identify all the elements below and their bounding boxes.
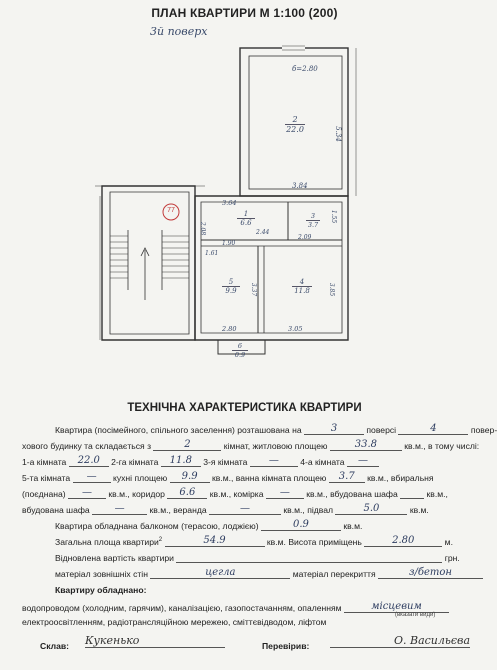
form-row-5: (поєднана) — кв.м., коридор 6.6 кв.м., комірка — кв.м., вбудована шафа кв.м.,: [22, 487, 448, 499]
form-row-8: Загальна площа квартири$^2$ 54.9 кв.м. Висота приміщень 2.80 м.: [55, 535, 453, 547]
room-1-label: 1 6.6: [237, 210, 255, 227]
dim-right-height: 5.34: [333, 126, 342, 142]
dim-r3-bottom: 2.09: [298, 234, 312, 241]
room2-value: 11.8: [161, 455, 201, 467]
heating-value: місцевим: [344, 601, 449, 613]
composed-label: Склав:: [40, 641, 69, 651]
kitchen-value: 9.9: [170, 471, 210, 483]
plan-title: ПЛАН КВАРТИРИ М 1:100 (200): [151, 6, 338, 20]
dim-r3-right: 1.55: [330, 209, 338, 224]
checked-label: Перевірив:: [262, 641, 310, 651]
room-5-label: 5 9.9: [222, 278, 240, 295]
balcony-value: 0.9: [261, 519, 341, 531]
walls-value: цегла: [150, 567, 290, 579]
form-row-1: Квартира (посімейного, спільного заселення) розташована на 3 поверсі 4 повер-: [55, 423, 497, 435]
apartment-number: 77: [167, 207, 175, 214]
dim-corr-top: 3.64: [222, 199, 237, 207]
form-row-4: 5-та кімната — кухні площею 9.9 кв.м., ванна кімната площею 3.7 кв.м., вбиральня: [22, 471, 434, 483]
heating-note: (вказати види): [395, 612, 436, 618]
bath-value: 3.7: [329, 471, 365, 483]
builtin-value: —: [92, 503, 147, 515]
basement-value: 5.0: [335, 503, 407, 515]
room-4-label: 4 11.8: [292, 278, 312, 295]
floor-value: 3: [304, 423, 364, 435]
room1-value: 22.0: [69, 455, 109, 467]
equip-label: Квартиру обладнано:: [55, 585, 147, 595]
section-title: ТЕХНІЧНА ХАРАКТЕРИСТИКА КВАРТИРИ: [127, 402, 362, 414]
dim-corr-w2: 2.44: [256, 229, 270, 236]
total-area-value: 54.9: [165, 535, 265, 547]
floors-total-value: 4: [398, 423, 468, 435]
form-row-11: водопроводом (холодним, гарячим), каналізацією, газопостачанням, опаленням місцевим: [22, 601, 449, 613]
form-row-10: матеріал зовнішніх стін цегла матеріал перекриття з/бетон: [55, 567, 483, 579]
dim-corr-side: 1.61: [205, 250, 219, 257]
form-row-12: електроосвітленням, радіотрансляційною мережею, сміттєвідводом, ліфтом: [22, 617, 327, 627]
dim-r4-right: 3.85: [328, 282, 336, 297]
form-row-6: вбудована шафа — кв.м., веранда — кв.м., підвал 5.0 кв.м.: [22, 503, 429, 515]
closet-value: —: [266, 487, 304, 499]
room-6-label: 6 0.9: [232, 342, 248, 359]
living-area-value: 33.8: [330, 439, 402, 451]
room5-value: —: [73, 471, 111, 483]
combined-value: —: [68, 487, 106, 499]
apartment-outline: [195, 196, 348, 340]
dim-r4-bottom: 3.05: [288, 325, 303, 333]
room-3-label: 3 3.7: [307, 212, 319, 229]
form-row-2: хового будинку та складається з 2 кімнат, житловою площею 33.8 кв.м., в тому числі:: [22, 439, 480, 451]
room-2-label: 2 22.0: [286, 115, 304, 134]
checked-signature: О. Васильєва: [330, 634, 470, 648]
form-row-9: Відновлена вартість квартири грн.: [55, 553, 460, 563]
ceiling-value: з/бетон: [378, 567, 483, 579]
dim-top-width: б=2.80: [292, 65, 318, 73]
veranda-value: —: [209, 503, 281, 515]
dim-r5-right: 3.37: [250, 282, 258, 297]
room3-value: —: [250, 455, 298, 467]
floor-note: 3й поверх: [150, 25, 208, 38]
form-row-3: 1-а кімната 22.0 2-га кімната 11.8 3-я кімната — 4-а кімната —: [22, 455, 379, 467]
rooms-count-value: 2: [153, 439, 221, 451]
corridor-value: 6.6: [167, 487, 207, 499]
cost-value: [176, 551, 442, 563]
composed-signature: Кукенько: [85, 634, 225, 648]
dim-r5-bottom: 2.80: [222, 325, 237, 333]
form-row-7: Квартира обладнана балконом (терасою, лоджією) 0.9 кв.м.: [55, 519, 363, 531]
room4-value: —: [347, 455, 379, 467]
stairwell-outline: [102, 186, 195, 340]
dim-corr-w1: 1.90: [222, 240, 236, 247]
height-value: 2.80: [364, 535, 442, 547]
dim-left-side: 2.08: [199, 221, 207, 236]
dim-r2-bottom: 3.84: [292, 182, 308, 190]
